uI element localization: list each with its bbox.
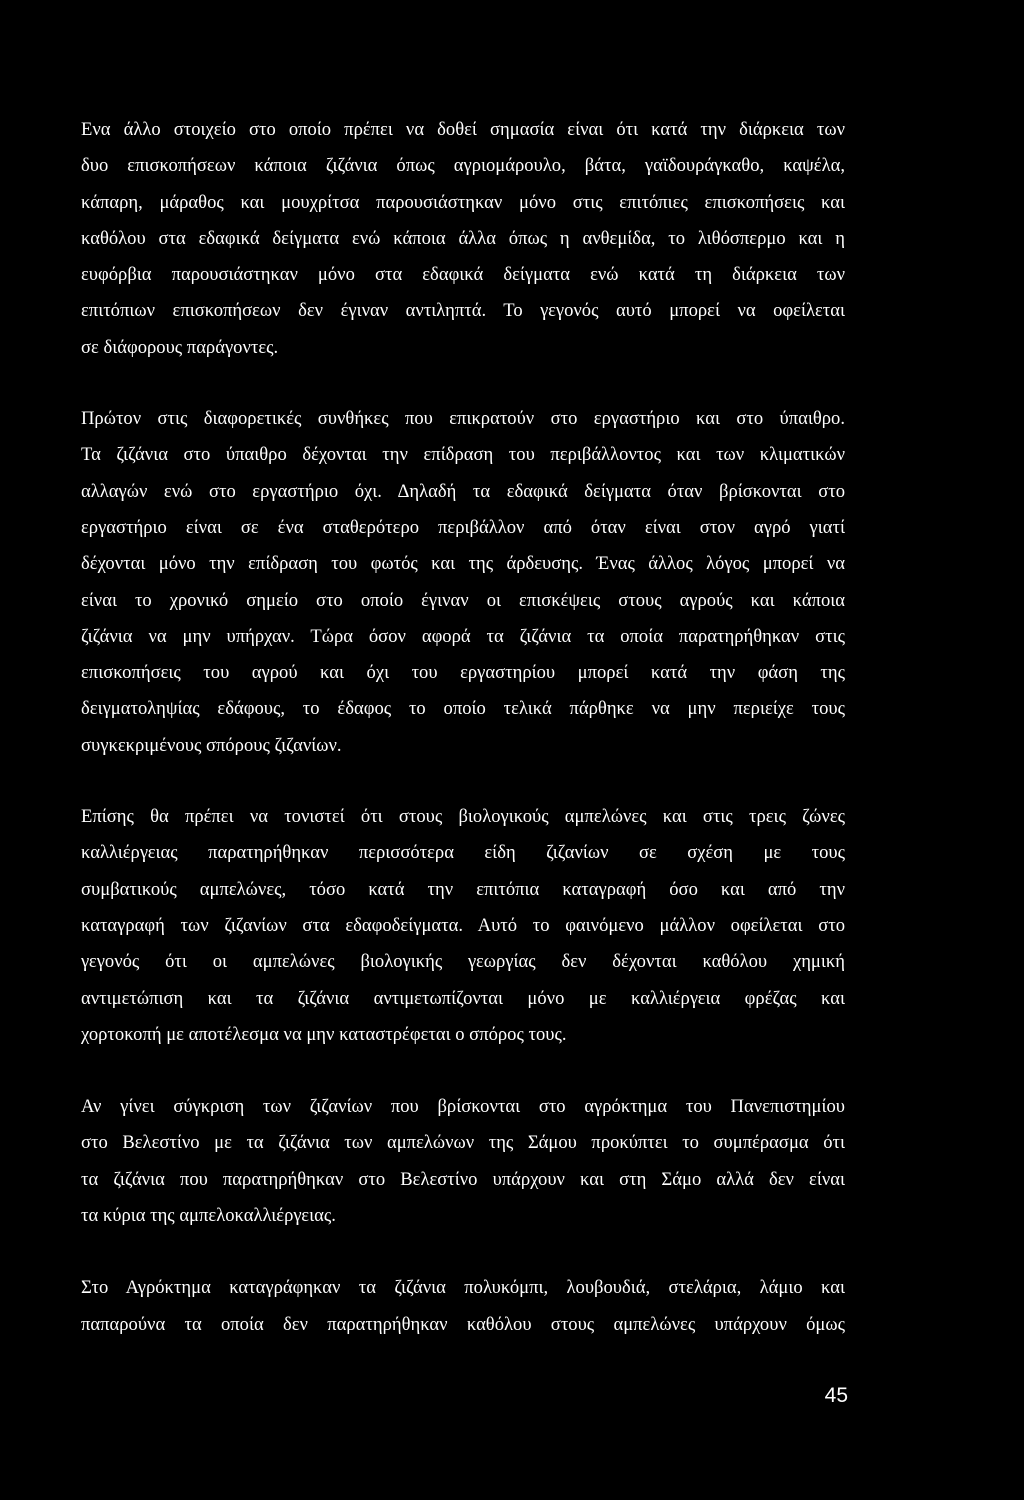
text-line: Ενα άλλο στοιχείο στο οποίο πρέπει να δοθεί σημασία είναι ότι κατά την διάρκεια των — [81, 119, 845, 140]
text-line: τα κύρια της αμπελοκαλλιέργειας. — [81, 1205, 336, 1227]
text-line: χορτοκοπή με αποτέλεσμα να μην καταστρέφεται ο σπόρος τους. — [81, 1023, 567, 1045]
paragraph-1 — [81, 112, 845, 366]
page-number: 45 — [824, 1384, 848, 1407]
text-line: σε διάφορους παράγοντες. — [81, 336, 279, 358]
text-line: δυο επισκοπήσεων κάποια ζιζάνια όπως αγριομάρουλο, βάτα, γαϊδουράγκαθο, καψέλα, — [81, 155, 845, 177]
text-line: παπαρούνα τα οποία δεν παρατηρήθηκαν καθόλου στους αμπελώνες υπάρχουν όμως — [81, 1313, 845, 1335]
text-line: δέχονται μόνο την επίδραση του φωτός και της άρδευσης. Ένας άλλος λόγος μπορεί να — [81, 553, 845, 575]
text-line: δειγματοληψίας εδάφους, το έδαφος το οποίο τελικά πάρθηκε να μην περιείχε τους — [81, 698, 845, 720]
text-line: τα ζιζάνια που παρατηρήθηκαν στο Βελεστίνο υπάρχουν και στη Σάμο αλλά δεν είναι — [81, 1168, 845, 1190]
text-line: κάπαρη, μάραθος και μουχρίτσα παρουσιάστηκαν μόνο στις επιτόπιες επισκοπήσεις και — [81, 191, 845, 213]
text-line: συγκεκριμένους σπόρους ζιζανίων. — [81, 734, 342, 756]
text-line: αντιμετώπιση και τα ζιζάνια αντιμετωπίζονται μόνο με καλλιέργεια φρέζας και — [81, 987, 845, 1009]
paragraph-4 — [81, 1089, 845, 1234]
paragraph-3 — [81, 799, 845, 1053]
text-line: Τα ζιζάνια στο ύπαιθρο δέχονται την επίδραση του περιβάλλοντος και των κλιματικών — [81, 444, 845, 466]
text-line: Αν γίνει σύγκριση των ζιζανίων που βρίσκονται στο αγρόκτημα του Πανεπιστημίου — [81, 1096, 845, 1118]
text-line: είναι το χρονικό σημείο στο οποίο έγιναν οι επισκέψεις στους αγρούς και κάποια — [81, 589, 845, 611]
text-line: καθόλου στα εδαφικά δείγματα ενώ κάποια άλλα όπως η ανθεμίδα, το λιθόσπερμο και η — [81, 227, 845, 249]
text-line: γεγονός ότι οι αμπελώνες βιολογικής γεωργίας δεν δέχονται καθόλου χημική — [81, 951, 845, 973]
text-line: αλλαγών ενώ στο εργαστήριο όχι. Δηλαδή τα εδαφικά δείγματα όταν βρίσκονται στο — [81, 480, 845, 502]
text-line: καλλιέργειας παρατηρήθηκαν περισσότερα είδη ζιζανίων σε σχέση με τους — [81, 842, 845, 864]
text-line: Επίσης θα πρέπει να τονιστεί ότι στους βιολογικούς αμπελώνες και στις τρεις ζώνες — [81, 806, 845, 828]
paragraph-5 — [81, 1270, 845, 1343]
text-line: επιτόπιων επισκοπήσεων δεν έγιναν αντιληπτά. Το γεγονός αυτό μπορεί να οφείλεται — [81, 300, 845, 322]
text-line: στο Βελεστίνο με τα ζιζάνια των αμπελώνων της Σάμου προκύπτει το συμπέρασμα ότι — [81, 1132, 845, 1154]
text-line: ευφόρβια παρουσιάστηκαν μόνο στα εδαφικά δείγματα ενώ κατά τη διάρκεια των — [81, 264, 845, 286]
body-text — [81, 112, 845, 1343]
text-line: επισκοπήσεις του αγρού και όχι του εργαστηρίου μπορεί κατά την φάση της — [81, 662, 845, 684]
text-line: ζιζάνια να μην υπήρχαν. Τώρα όσον αφορά τα ζιζάνια τα οποία παρατηρήθηκαν στις — [81, 625, 845, 647]
text-line: συμβατικούς αμπελώνες, τόσο κατά την επιτόπια καταγραφή όσο και από την — [81, 878, 845, 900]
text-line: Πρώτον στις διαφορετικές συνθήκες που επικρατούν στο εργαστήριο και στο ύπαιθρο. — [81, 408, 845, 430]
text-line: εργαστήριο είναι σε ένα σταθερότερο περιβάλλον από όταν είναι στον αγρό γιατί — [81, 516, 845, 538]
text-line: Στο Αγρόκτημα καταγράφηκαν τα ζιζάνια πολυκόμπι, λουβουδιά, στελάρια, λάμιο και — [81, 1277, 845, 1299]
text-line: καταγραφή των ζιζανίων στα εδαφοδείγματα. Αυτό το φαινόμενο μάλλον οφείλεται στο — [81, 914, 845, 936]
paragraph-2 — [81, 401, 845, 764]
